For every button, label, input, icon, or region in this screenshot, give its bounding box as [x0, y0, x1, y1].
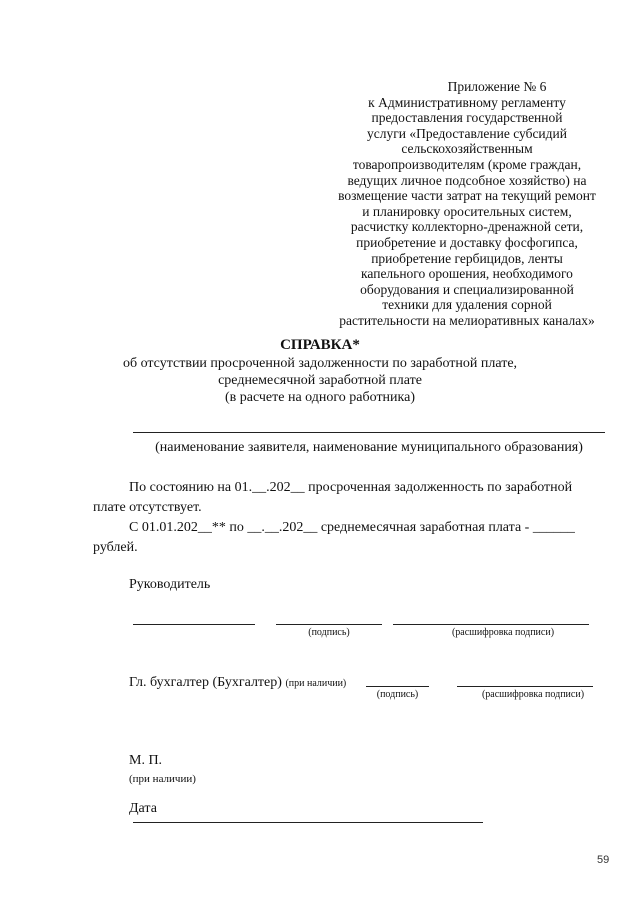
- statement-line: По состоянию на 01.__.202__ просроченная задолженность по заработной: [129, 480, 573, 495]
- head-signature-blank: [276, 624, 382, 625]
- appendix-title: Приложение № 6: [447, 79, 547, 94]
- appendix-line: ведущих личное подсобное хозяйство) на: [347, 172, 587, 188]
- date-blank: [133, 822, 483, 823]
- head-label: Руководитель: [129, 577, 211, 592]
- accountant-label-row: [129, 675, 346, 692]
- head-position-blank: [133, 624, 255, 625]
- head-decoding-blank: [393, 624, 589, 625]
- accountant-signature-blank: [366, 686, 429, 687]
- accountant-signature-caption: (подпись): [376, 689, 419, 700]
- date-label: Дата: [129, 801, 157, 816]
- appendix-line: и планировку оросительных систем,: [362, 203, 572, 219]
- appendix-header: [318, 79, 616, 329]
- accountant-if-any: (при наличии): [285, 678, 347, 689]
- statement-line: С 01.01.202__** по __.__.202__ среднемесячная заработная плата - ______: [129, 520, 575, 535]
- appendix-line: приобретение гербицидов, ленты: [371, 250, 563, 266]
- appendix-line: приобретение и доставку фосфогипса,: [356, 234, 578, 250]
- document-subtitle-line: (в расчете на одного работника): [224, 390, 416, 405]
- document-title-block: [0, 337, 640, 406]
- statement-line: рублей.: [93, 540, 138, 555]
- appendix-line: услуги «Предоставление субсидий: [367, 125, 567, 141]
- applicant-caption: (наименование заявителя, наименование муниципального образования): [155, 440, 583, 455]
- appendix-line: сельскохозяйственным: [401, 141, 533, 157]
- appendix-line: капельного орошения, необходимого: [361, 266, 573, 282]
- appendix-line: техники для удаления сорной: [382, 297, 552, 313]
- appendix-line: растительности на мелиоративных каналах»: [339, 312, 595, 328]
- appendix-line: товаропроизводителям (кроме граждан,: [352, 156, 582, 172]
- statement-paragraph: [93, 478, 623, 558]
- document-heading: СПРАВКА*: [280, 337, 360, 353]
- applicant-name-blank: [133, 432, 605, 433]
- head-signature-caption: (подпись): [308, 627, 350, 638]
- appendix-line: к Административному регламенту: [368, 94, 566, 110]
- document-subtitle-line: среднемесячной заработной плате: [218, 373, 422, 388]
- seal-if-any: (при наличии): [129, 773, 196, 785]
- head-decoding-caption: (расшифровка подписи): [451, 627, 555, 638]
- appendix-line: предоставления государственной: [371, 110, 563, 126]
- page-number: 59: [597, 854, 610, 866]
- accountant-decoding-blank: [457, 686, 593, 687]
- accountant-decoding-caption: (расшифровка подписи): [481, 689, 585, 700]
- seal-label: М. П.: [129, 753, 163, 768]
- appendix-line: возмещение части затрат на текущий ремонт: [338, 188, 596, 204]
- document-subtitle-line: об отсутствии просроченной задолженности по заработной плате,: [122, 356, 518, 371]
- statement-line: плате отсутствует.: [93, 500, 202, 515]
- accountant-label: Гл. бухгалтер (Бухгалтер): [129, 675, 282, 690]
- appendix-line: оборудования и специализированной: [360, 281, 574, 297]
- appendix-line: расчистку коллекторно-дренажной сети,: [350, 219, 584, 235]
